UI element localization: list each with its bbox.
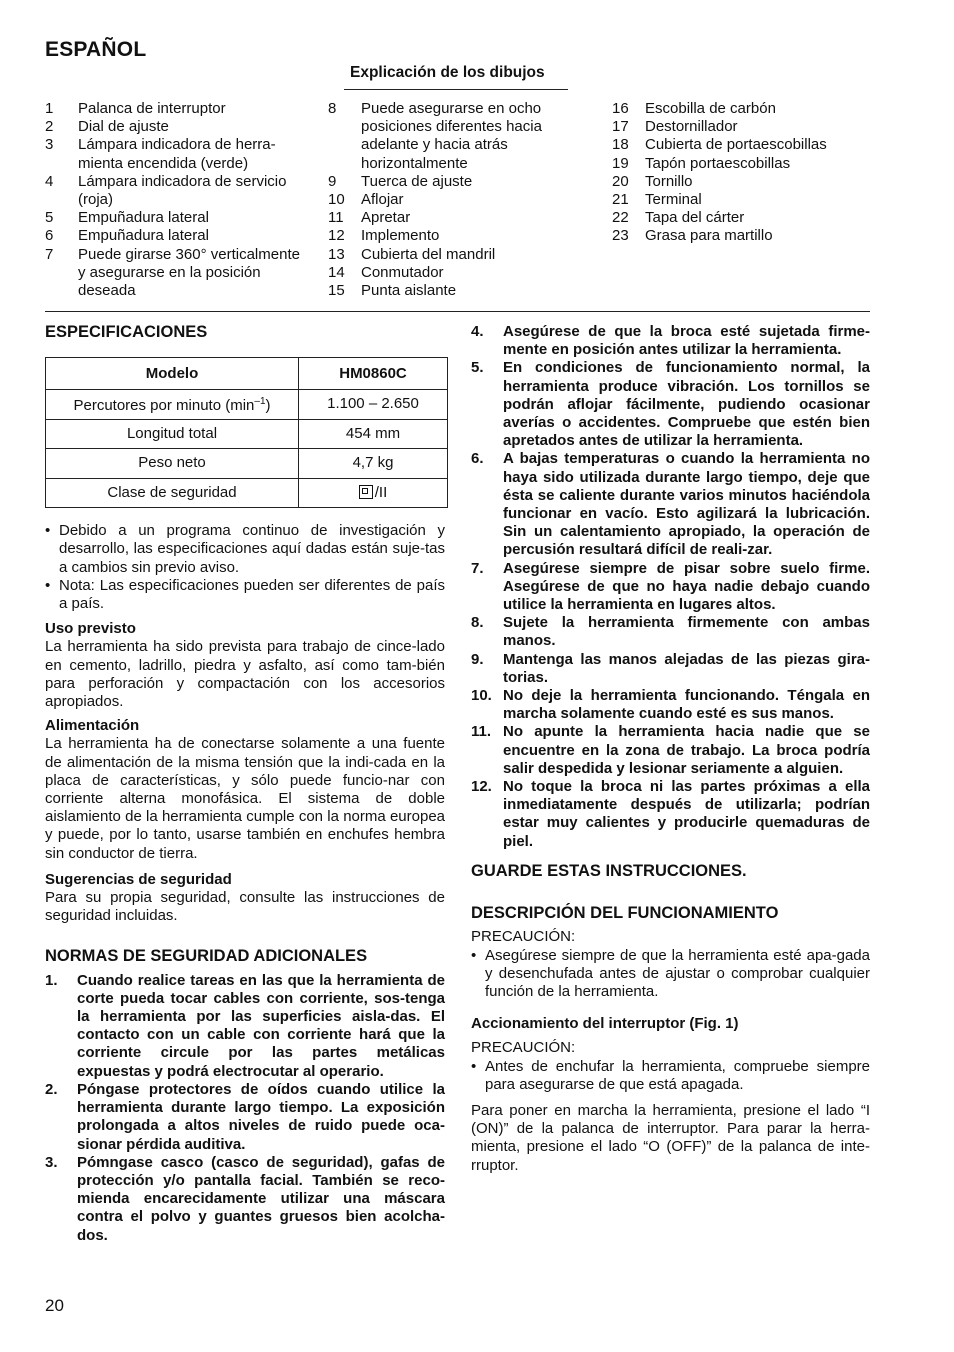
legend-item-label: Aflojar <box>361 191 404 209</box>
uso-text: La herramienta ha sido prevista para trabajo de cince-lado en cemento, ladrillo, piedra y asfalto, así como tam-bién para perforación y compactación con los accesorios apropiados. <box>45 638 445 711</box>
legend-item <box>328 191 560 209</box>
legend-item <box>45 100 305 118</box>
list-item-text: Sujete la herramienta firmemente con ambas manos. <box>503 614 870 650</box>
legend-item <box>612 209 862 227</box>
legend-item-number: 23 <box>612 227 629 245</box>
page-number: 20 <box>45 1296 64 1315</box>
legend-item <box>328 173 560 191</box>
legend-item-label: Cubierta del mandril <box>361 245 496 263</box>
list-item-number: 2. <box>45 1080 58 1098</box>
legend-item <box>612 227 862 245</box>
sugerencias-text: Para su propia seguridad, consulte las instrucciones de seguridad incluidas. <box>45 889 445 925</box>
legend-item-number: 8 <box>328 100 337 117</box>
legend-item-label: Puede asegurarse en ocho posiciones diferentes hacia adelante y hacia atrás horizontalmente <box>361 100 542 172</box>
list-item <box>45 1081 445 1154</box>
legend-item-number: 2 <box>45 118 54 136</box>
spec-label: Longitud total <box>46 419 299 449</box>
legend-item-label: Lámpara indicadora de servicio (roja) <box>78 172 287 209</box>
list-item-number: 3. <box>45 1153 58 1171</box>
descripcion-heading: DESCRIPCIÓN DEL FUNCIONAMIENTO <box>471 904 779 923</box>
list-item <box>471 687 870 723</box>
normas-list-left <box>45 972 445 1245</box>
left-column <box>45 323 445 1245</box>
spec-label: Percutores por minuto $(\min^{-1})$ <box>46 390 299 420</box>
specs-table-header <box>46 358 448 390</box>
legend-item <box>328 100 560 173</box>
list-item <box>471 651 870 687</box>
legend-item-number: 5 <box>45 209 54 227</box>
list-item-number: 6. <box>471 450 484 468</box>
legend-item <box>45 209 305 227</box>
guarde-heading: GUARDE ESTAS INSTRUCCIONES. <box>471 861 747 880</box>
list-item-number: 10. <box>471 687 492 705</box>
accionamiento-text: Para poner en marcha la herramienta, presione el lado “I (ON)” de la palanca de interruptor. Para parar la herra-mienta, presione el lado “O (OFF)” de la palanca de inte-rruptor. <box>471 1101 870 1174</box>
legend-item <box>612 136 862 154</box>
list-item <box>45 1154 445 1245</box>
legend-item-label: Empuñadura lateral <box>78 209 209 227</box>
legend-item-label: Conmutador <box>361 263 444 281</box>
list-item-number: 5. <box>471 359 484 377</box>
legend-item <box>328 209 560 227</box>
list-item-text: Pómngase casco (casco de seguridad), gafas de protección y/o pantalla facial. También se reco-mienda encarecidamente utilizar una máscara contra el polvo y guantes gruesos bien acolcha-dos. <box>77 1153 445 1244</box>
section-divider <box>45 311 870 312</box>
double-insulation-icon <box>359 485 373 499</box>
legend-item-label: Grasa para martillo <box>645 227 773 245</box>
legend-item-number: 20 <box>612 172 629 190</box>
list-item <box>471 614 870 650</box>
legend-item <box>612 155 862 173</box>
spec-label: Clase de seguridad <box>46 478 299 508</box>
legend-item-label: Empuñadura lateral <box>78 227 209 245</box>
list-item-number: 7. <box>471 559 484 577</box>
legend-column-3 <box>612 100 862 246</box>
legend-item-number: 6 <box>45 227 54 245</box>
list-item-text: Mantenga las manos alejadas de las piezas gira-torias. <box>503 650 870 686</box>
legend-item <box>45 118 305 136</box>
legend-item-label: Tapón portaescobillas <box>645 154 791 172</box>
list-item-text: No toque la broca ni las partes próximas a ella inmediatamente después de utilizarla; podrían estar muy calientes y producirle quemaduras de piel. <box>503 778 870 850</box>
legend-underline <box>344 89 568 90</box>
legend-item-number: 16 <box>612 100 629 117</box>
legend-item-label: Tapa del cárter <box>645 209 745 227</box>
legend-item-number: 10 <box>328 191 345 209</box>
spec-value: 1.100 – 2.650 <box>299 390 448 420</box>
legend-item-label: Palanca de interruptor <box>78 100 226 117</box>
list-item <box>471 450 870 559</box>
legend-item-number: 3 <box>45 136 54 154</box>
right-column <box>471 323 870 1175</box>
legend-item-number: 22 <box>612 209 629 227</box>
normas-list-right <box>471 323 870 851</box>
table-row <box>46 419 448 449</box>
language-title: ESPAÑOL <box>45 38 147 61</box>
list-item <box>471 778 870 851</box>
legend-item <box>45 136 305 172</box>
legend-item-label: Lámpara indicadora de herra-mienta encendida (verde) <box>78 136 276 172</box>
legend-item-label: Destornillador <box>645 118 738 136</box>
list-item-number: 4. <box>471 323 484 340</box>
legend-item-label: Apretar <box>361 209 411 227</box>
spec-label: Peso neto <box>46 449 299 479</box>
legend-item <box>612 173 862 191</box>
list-item <box>471 323 870 359</box>
legend-item <box>328 282 560 300</box>
legend-item-number: 7 <box>45 245 54 263</box>
legend-item-label: Implemento <box>361 227 440 245</box>
list-item: • Debido a un programa continuo de investigación y desarrollo, las especificaciones aquí dadas están suje-tas a cambios sin previo aviso. <box>45 522 445 576</box>
legend-item-number: 14 <box>328 263 345 281</box>
legend-item-label: Cubierta de portaescobillas <box>645 136 827 154</box>
legend-item-label: Dial de ajuste <box>78 118 169 136</box>
legend-item-number: 1 <box>45 100 54 117</box>
list-item-text: Cuando realice tareas en las que la herramienta de corte pueda tocar cables con corriente, sos-tenga la herramienta por las superficies aisla-das. El contacto con un cable con corriente hará que la corriente circule por las partes metálicas expuestas y podrá electrocutar al operario. <box>77 971 445 1080</box>
legend-column-2 <box>328 100 560 300</box>
legend-item-number: 13 <box>328 245 345 263</box>
legend-item <box>45 173 305 209</box>
alimentacion-heading: Alimentación <box>45 717 140 735</box>
list-item <box>471 723 870 778</box>
list-item-number: 9. <box>471 650 484 668</box>
legend-title: Explicación de los dibujos <box>350 64 545 81</box>
legend-item <box>612 191 862 209</box>
legend-item <box>328 264 560 282</box>
specs-table <box>45 357 448 508</box>
legend-item <box>328 246 560 264</box>
legend-item-label: Puede girarse 360° verticalmente y asegurarse en la posición deseada <box>78 245 300 300</box>
specs-header-value: HM0860C <box>299 358 448 390</box>
legend-item-number: 18 <box>612 136 629 154</box>
precaucion-label: PRECAUCIÓN: <box>471 1039 576 1057</box>
legend-item-number: 17 <box>612 118 629 136</box>
legend-item <box>612 100 862 118</box>
uso-heading: Uso previsto <box>45 620 136 638</box>
list-item-number: 1. <box>45 971 58 989</box>
list-item-number: 11. <box>471 723 492 741</box>
list-item: • Antes de enchufar la herramienta, compruebe siempre para asegurarse de que está apagada. <box>471 1057 870 1093</box>
legend-item-label: Tornillo <box>645 172 693 190</box>
list-item: • Nota: Las especificaciones pueden ser diferentes de país a país. <box>45 576 445 613</box>
accionamiento-heading: Accionamiento del interruptor (Fig. 1) <box>471 1015 739 1033</box>
specs-heading: ESPECIFICACIONES <box>45 323 208 341</box>
list-item: • Asegúrese siempre de que la herramienta esté apa-gada y desenchufada antes de ajustar o comprobar cualquier función de la herramienta. <box>471 946 870 1000</box>
spec-value: 454 mm <box>299 419 448 449</box>
legend-item-number: 12 <box>328 227 345 245</box>
specs-header-label: Modelo <box>46 358 299 390</box>
specs-notes <box>45 522 445 613</box>
list-item-text: Asegúrese siempre de pisar sobre suelo firme. Asegúrese de que no haya nadie debajo cuando utilice la herramienta en lugares altos. <box>503 559 870 614</box>
list-item <box>45 972 445 1081</box>
alimentacion-text: La herramienta ha de conectarse solamente a una fuente de alimentación de la misma tensión que la indi-cada en la placa de características, y sólo puede funcio-nar con corriente alterna monofásica. El sistema de doble aislamiento de la herramienta cumple con la norma europea y puede, por lo tanto, usarse también en enchufes hembra sin conductor de tierra. <box>45 735 445 862</box>
spec-value: /II <box>299 478 448 508</box>
legend-column-1 <box>45 100 305 300</box>
legend-item-label: Escobilla de carbón <box>645 100 776 117</box>
legend-item-number: 11 <box>328 209 344 227</box>
legend-item-number: 9 <box>328 172 337 190</box>
legend-item-label: Terminal <box>645 191 702 209</box>
legend-item <box>45 246 305 301</box>
list-item-number: 12. <box>471 778 492 796</box>
legend-item-number: 4 <box>45 172 54 190</box>
list-item <box>471 359 870 450</box>
list-item-number: 8. <box>471 614 484 632</box>
normas-heading: NORMAS DE SEGURIDAD ADICIONALES <box>45 947 368 966</box>
legend-item <box>45 227 305 245</box>
list-item-text: Asegúrese de que la broca esté sujetada firme-mente en posición antes utilizar la herramienta. <box>503 323 870 359</box>
list-item-text: No apunte la herramienta hacia nadie que se encuentre en la zona de trabajo. La broca podría salir despedida y lesionar seriamente a alguien. <box>503 723 870 777</box>
list-item-text: No deje la herramienta funcionando. Téngala en marcha solamente cuando esté es sus manos. <box>503 687 870 723</box>
spec-value: 4,7 kg <box>299 449 448 479</box>
legend-item-number: 15 <box>328 282 345 300</box>
legend-item <box>328 227 560 245</box>
table-row <box>46 449 448 479</box>
legend-item <box>612 118 862 136</box>
legend-item-label: Tuerca de ajuste <box>361 172 473 190</box>
list-item-text: En condiciones de funcionamiento normal, la herramienta produce vibración. Los tornillos se podrán aflojar fácilmente, pudiendo ocasionar averías o accidentes. Compruebe que estén bien apretados antes de utilizar la herramienta. <box>503 359 870 450</box>
legend-item-label: Punta aislante <box>361 282 457 300</box>
table-row <box>46 390 448 420</box>
list-item <box>471 560 870 615</box>
precaucion-label: PRECAUCIÓN: <box>471 928 576 946</box>
sugerencias-heading: Sugerencias de seguridad <box>45 870 232 888</box>
legend-item-number: 19 <box>612 154 629 172</box>
legend-item-number: 21 <box>612 191 629 209</box>
list-item-text: A bajas temperaturas o cuando la herramienta no haya sido utilizada durante largo tiempo, deje que ésta se caliente durante varios minutos haciéndola funcionar en vacío. Esto agilizará la lubricación. Sin un calentamiento apropiado, la operación de percusión resultará difícil de reali-zar. <box>503 450 870 559</box>
list-item-text: Póngase protectores de oídos cuando utilice la herramienta durante largo tiempo. La exposición prolongada a altos niveles de ruido puede oca-sionar pérdida auditiva. <box>77 1080 445 1153</box>
table-row <box>46 478 448 508</box>
